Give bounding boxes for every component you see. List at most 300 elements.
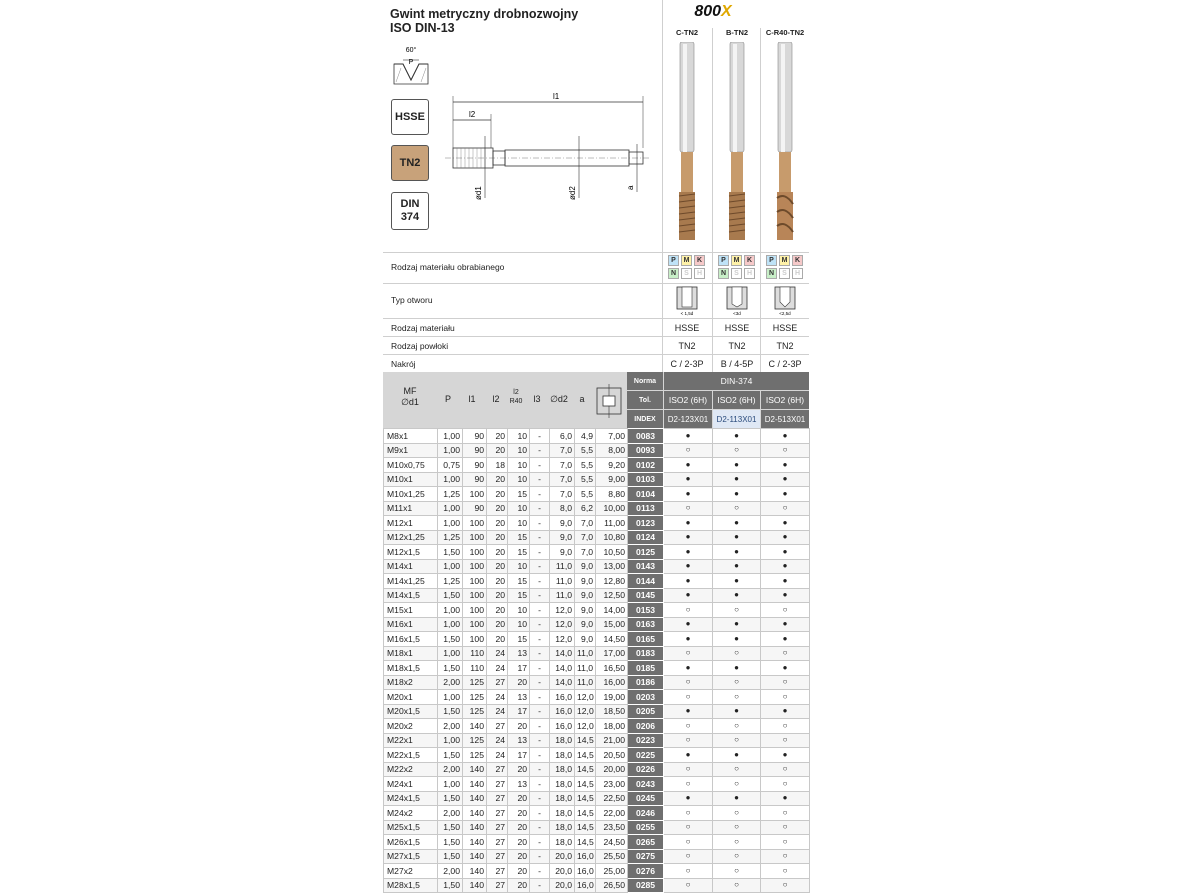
cell-d2: 11,0 bbox=[550, 574, 575, 589]
cell-square: 21,00 bbox=[596, 733, 628, 748]
cell-p: 1,00 bbox=[438, 472, 463, 487]
table-row bbox=[384, 806, 810, 821]
cell-p: 2,00 bbox=[438, 675, 463, 690]
cell-square: 7,00 bbox=[596, 429, 628, 444]
cell-tool-1: ○ bbox=[664, 777, 713, 792]
page-title bbox=[390, 7, 578, 35]
cell-p: 2,00 bbox=[438, 806, 463, 821]
cell-l3: - bbox=[530, 806, 550, 821]
cell-square: 24,50 bbox=[596, 835, 628, 850]
cell-l3: - bbox=[530, 864, 550, 879]
cell-tool-2: ● bbox=[713, 704, 761, 719]
cell-l2: 24 bbox=[487, 661, 508, 676]
cell-l3: - bbox=[530, 501, 550, 516]
cell-l2: 20 bbox=[487, 559, 508, 574]
cell-l3-r40: 10 bbox=[508, 603, 530, 618]
cell-mf: M9x1 bbox=[384, 443, 438, 458]
cell-square: 18,50 bbox=[596, 704, 628, 719]
cell-tool-2: ● bbox=[713, 472, 761, 487]
cell-l3: - bbox=[530, 675, 550, 690]
cell-index: 0165 bbox=[628, 632, 664, 647]
cell-square: 22,00 bbox=[596, 806, 628, 821]
tool-2-material: HSSE bbox=[724, 323, 750, 333]
cell-index: 0103 bbox=[628, 472, 664, 487]
tool-1-chamfer: C / 2-3P bbox=[670, 359, 704, 369]
cell-d2: 18,0 bbox=[550, 733, 575, 748]
standard-badge: DIN 374 bbox=[391, 192, 429, 230]
cell-l3: - bbox=[530, 588, 550, 603]
cell-l3: - bbox=[530, 878, 550, 893]
cell-l3-r40: 15 bbox=[508, 588, 530, 603]
cell-tool-3: ○ bbox=[761, 820, 810, 835]
cell-p: 1,00 bbox=[438, 603, 463, 618]
hole-type-icon-1 bbox=[676, 286, 698, 316]
cell-tool-2: ● bbox=[713, 487, 761, 502]
cell-d2: 18,0 bbox=[550, 777, 575, 792]
cell-mf: M18x1,5 bbox=[384, 661, 438, 676]
cell-tool-2: ● bbox=[713, 588, 761, 603]
cell-a: 9,0 bbox=[575, 617, 596, 632]
cell-p: 1,50 bbox=[438, 632, 463, 647]
cell-tool-1: ● bbox=[664, 588, 713, 603]
cell-square: 18,00 bbox=[596, 719, 628, 734]
tool-code-1: C-TN2 bbox=[675, 28, 699, 37]
cell-l1: 140 bbox=[463, 849, 487, 864]
cell-index: 0185 bbox=[628, 661, 664, 676]
cell-tool-1: ○ bbox=[664, 675, 713, 690]
cell-tool-3: ○ bbox=[761, 443, 810, 458]
cell-a: 14,5 bbox=[575, 748, 596, 763]
cell-a: 14,5 bbox=[575, 820, 596, 835]
header-norma: Norma bbox=[627, 372, 663, 390]
cell-l3-r40: 10 bbox=[508, 429, 530, 444]
cell-tool-1: ● bbox=[664, 516, 713, 531]
cell-a: 4,9 bbox=[575, 429, 596, 444]
cell-a: 5,5 bbox=[575, 487, 596, 502]
cell-l1: 100 bbox=[463, 588, 487, 603]
header-mf: MF ∅d1 bbox=[401, 386, 419, 407]
cell-l2: 27 bbox=[487, 719, 508, 734]
cell-tool-1: ○ bbox=[664, 820, 713, 835]
table-row bbox=[384, 777, 810, 792]
cell-l1: 110 bbox=[463, 661, 487, 676]
cell-square: 13,00 bbox=[596, 559, 628, 574]
cell-square: 12,80 bbox=[596, 574, 628, 589]
cell-square: 25,50 bbox=[596, 849, 628, 864]
cell-tool-3: ● bbox=[761, 545, 810, 560]
cell-l3-r40: 20 bbox=[508, 820, 530, 835]
cell-tool-2: ○ bbox=[713, 443, 761, 458]
cell-index: 0255 bbox=[628, 820, 664, 835]
cell-l3-r40: 10 bbox=[508, 501, 530, 516]
cell-square: 25,00 bbox=[596, 864, 628, 879]
cell-l2: 18 bbox=[487, 458, 508, 473]
cell-l2: 20 bbox=[487, 501, 508, 516]
cell-tool-2: ○ bbox=[713, 603, 761, 618]
cell-tool-3: ● bbox=[761, 588, 810, 603]
cell-l1: 140 bbox=[463, 719, 487, 734]
cell-l3: - bbox=[530, 820, 550, 835]
svg-text:<3d: <3d bbox=[733, 311, 741, 316]
cell-a: 11,0 bbox=[575, 661, 596, 676]
cell-mf: M14x1,5 bbox=[384, 588, 438, 603]
cell-l1: 125 bbox=[463, 675, 487, 690]
cell-l1: 140 bbox=[463, 820, 487, 835]
cell-tool-1: ● bbox=[664, 530, 713, 545]
cell-p: 1,50 bbox=[438, 661, 463, 676]
cell-index: 0113 bbox=[628, 501, 664, 516]
cell-d2: 14,0 bbox=[550, 661, 575, 676]
cell-d2: 20,0 bbox=[550, 864, 575, 879]
cell-l2: 24 bbox=[487, 646, 508, 661]
cell-tool-1: ● bbox=[664, 617, 713, 632]
header-index: INDEX bbox=[627, 410, 663, 428]
cell-tool-3: ○ bbox=[761, 733, 810, 748]
cell-d2: 12,0 bbox=[550, 617, 575, 632]
cell-a: 5,5 bbox=[575, 443, 596, 458]
cell-tool-2: ○ bbox=[713, 719, 761, 734]
cell-l1: 140 bbox=[463, 791, 487, 806]
cell-tool-1: ● bbox=[664, 661, 713, 676]
cell-tool-3: ○ bbox=[761, 762, 810, 777]
cell-l3-r40: 20 bbox=[508, 849, 530, 864]
cell-tool-3: ● bbox=[761, 429, 810, 444]
cell-a: 7,0 bbox=[575, 545, 596, 560]
cell-index: 0243 bbox=[628, 777, 664, 792]
cell-tool-2: ● bbox=[713, 458, 761, 473]
cell-d2: 16,0 bbox=[550, 704, 575, 719]
cell-p: 1,00 bbox=[438, 777, 463, 792]
cell-l2: 24 bbox=[487, 704, 508, 719]
cell-tool-1: ● bbox=[664, 458, 713, 473]
cell-index: 0226 bbox=[628, 762, 664, 777]
cell-mf: M16x1,5 bbox=[384, 632, 438, 647]
cell-l3-r40: 13 bbox=[508, 733, 530, 748]
tool-2-coating: TN2 bbox=[728, 341, 746, 351]
cell-l3-r40: 13 bbox=[508, 646, 530, 661]
cell-tool-3: ● bbox=[761, 559, 810, 574]
cell-index: 0144 bbox=[628, 574, 664, 589]
cell-p: 1,00 bbox=[438, 443, 463, 458]
cell-a: 6,2 bbox=[575, 501, 596, 516]
cell-l3-r40: 10 bbox=[508, 559, 530, 574]
cell-tool-2: ● bbox=[713, 661, 761, 676]
cell-index: 0186 bbox=[628, 675, 664, 690]
cell-l1: 100 bbox=[463, 487, 487, 502]
cell-tool-3: ● bbox=[761, 458, 810, 473]
cell-tool-1: ● bbox=[664, 545, 713, 560]
tool-2-chamfer: B / 4-5P bbox=[720, 359, 754, 369]
cell-tool-1: ● bbox=[664, 704, 713, 719]
cell-l3-r40: 13 bbox=[508, 777, 530, 792]
cell-tool-3: ○ bbox=[761, 603, 810, 618]
cell-d2: 8,0 bbox=[550, 501, 575, 516]
cell-tool-1: ○ bbox=[664, 762, 713, 777]
cell-square: 10,50 bbox=[596, 545, 628, 560]
material-badge: HSSE bbox=[391, 99, 429, 135]
cell-tool-1: ○ bbox=[664, 690, 713, 705]
cell-d2: 9,0 bbox=[550, 530, 575, 545]
label-coating: Rodzaj powłoki bbox=[391, 341, 449, 351]
cell-l3: - bbox=[530, 443, 550, 458]
cell-l3-r40: 20 bbox=[508, 806, 530, 821]
cell-l1: 100 bbox=[463, 559, 487, 574]
cell-a: 12,0 bbox=[575, 690, 596, 705]
cell-tool-1: ○ bbox=[664, 806, 713, 821]
cell-p: 1,50 bbox=[438, 791, 463, 806]
cell-index: 0183 bbox=[628, 646, 664, 661]
cell-a: 16,0 bbox=[575, 864, 596, 879]
cell-tool-3: ○ bbox=[761, 719, 810, 734]
cell-tool-2: ○ bbox=[713, 675, 761, 690]
cell-mf: M12x1,5 bbox=[384, 545, 438, 560]
cell-mf: M10x0,75 bbox=[384, 458, 438, 473]
cell-l3: - bbox=[530, 646, 550, 661]
cell-l3: - bbox=[530, 690, 550, 705]
cell-index: 0093 bbox=[628, 443, 664, 458]
cell-square: 9,00 bbox=[596, 472, 628, 487]
cell-l2: 24 bbox=[487, 733, 508, 748]
cell-mf: M10x1,25 bbox=[384, 487, 438, 502]
cell-l2: 20 bbox=[487, 516, 508, 531]
cell-square: 8,00 bbox=[596, 443, 628, 458]
cell-tool-3: ○ bbox=[761, 646, 810, 661]
cell-d2: 18,0 bbox=[550, 791, 575, 806]
cell-d2: 11,0 bbox=[550, 588, 575, 603]
header-index-1: D2-123X01 bbox=[664, 410, 712, 428]
cell-l2: 20 bbox=[487, 530, 508, 545]
cell-tool-2: ○ bbox=[713, 777, 761, 792]
cell-tool-1: ● bbox=[664, 429, 713, 444]
cell-l3: - bbox=[530, 661, 550, 676]
cell-square: 17,00 bbox=[596, 646, 628, 661]
cell-tool-3: ● bbox=[761, 487, 810, 502]
tool-3-material: HSSE bbox=[772, 323, 798, 333]
cell-tool-3: ● bbox=[761, 704, 810, 719]
cell-tool-3: ● bbox=[761, 791, 810, 806]
cell-d2: 14,0 bbox=[550, 646, 575, 661]
cell-index: 0206 bbox=[628, 719, 664, 734]
cell-tool-2: ● bbox=[713, 559, 761, 574]
table-row bbox=[384, 516, 810, 531]
cell-index: 0153 bbox=[628, 603, 664, 618]
cell-a: 7,0 bbox=[575, 530, 596, 545]
cell-a: 14,5 bbox=[575, 733, 596, 748]
cell-square: 20,00 bbox=[596, 762, 628, 777]
cell-l3: - bbox=[530, 719, 550, 734]
tap-image-3 bbox=[773, 42, 797, 250]
cell-l2: 20 bbox=[487, 632, 508, 647]
cell-tool-3: ● bbox=[761, 574, 810, 589]
cell-tool-2: ○ bbox=[713, 733, 761, 748]
cell-tool-2: ● bbox=[713, 791, 761, 806]
cell-mf: M20x1 bbox=[384, 690, 438, 705]
cell-mf: M11x1 bbox=[384, 501, 438, 516]
cell-tool-2: ○ bbox=[713, 806, 761, 821]
cell-l3: - bbox=[530, 559, 550, 574]
cell-tool-2: ● bbox=[713, 632, 761, 647]
cell-p: 1,25 bbox=[438, 574, 463, 589]
cell-square: 23,00 bbox=[596, 777, 628, 792]
cell-index: 0223 bbox=[628, 733, 664, 748]
cell-tool-2: ○ bbox=[713, 646, 761, 661]
cell-index: 0275 bbox=[628, 849, 664, 864]
cell-index: 0203 bbox=[628, 690, 664, 705]
cell-l3: - bbox=[530, 704, 550, 719]
table-row bbox=[384, 849, 810, 864]
cell-tool-3: ○ bbox=[761, 675, 810, 690]
cell-a: 14,5 bbox=[575, 806, 596, 821]
cell-tool-3: ● bbox=[761, 617, 810, 632]
header-p: P bbox=[444, 394, 451, 404]
cell-l3-r40: 20 bbox=[508, 791, 530, 806]
cell-p: 1,00 bbox=[438, 690, 463, 705]
cell-l3-r40: 13 bbox=[508, 690, 530, 705]
header-d2: ∅d2 bbox=[550, 394, 568, 404]
cell-l3: - bbox=[530, 487, 550, 502]
table-row bbox=[384, 719, 810, 734]
table-row bbox=[384, 501, 810, 516]
cell-tool-3: ● bbox=[761, 748, 810, 763]
cell-p: 1,25 bbox=[438, 530, 463, 545]
hole-type-icon-2 bbox=[726, 286, 748, 316]
cell-l1: 125 bbox=[463, 704, 487, 719]
cell-index: 0246 bbox=[628, 806, 664, 821]
cell-tool-2: ○ bbox=[713, 878, 761, 893]
cell-l2: 20 bbox=[487, 574, 508, 589]
cell-l2: 27 bbox=[487, 777, 508, 792]
table-row bbox=[384, 704, 810, 719]
cell-tool-2: ○ bbox=[713, 690, 761, 705]
cell-d2: 7,0 bbox=[550, 487, 575, 502]
cell-a: 9,0 bbox=[575, 632, 596, 647]
cell-tool-3: ● bbox=[761, 632, 810, 647]
cell-p: 1,00 bbox=[438, 646, 463, 661]
cell-tool-1: ○ bbox=[664, 878, 713, 893]
cell-square: 22,50 bbox=[596, 791, 628, 806]
svg-text:60°: 60° bbox=[405, 47, 417, 54]
cell-l1: 100 bbox=[463, 574, 487, 589]
cell-l1: 140 bbox=[463, 762, 487, 777]
svg-text:l1: l1 bbox=[553, 92, 560, 101]
cell-a: 7,0 bbox=[575, 516, 596, 531]
table-row bbox=[384, 791, 810, 806]
cell-square: 8,80 bbox=[596, 487, 628, 502]
cell-l3-r40: 10 bbox=[508, 516, 530, 531]
cell-mf: M12x1 bbox=[384, 516, 438, 531]
cell-tool-3: ○ bbox=[761, 835, 810, 850]
cell-tool-3: ○ bbox=[761, 878, 810, 893]
table-row bbox=[384, 646, 810, 661]
cell-p: 1,50 bbox=[438, 835, 463, 850]
tool-3-coating: TN2 bbox=[776, 341, 794, 351]
cell-a: 11,0 bbox=[575, 675, 596, 690]
cell-tool-2: ○ bbox=[713, 849, 761, 864]
header-index-3: D2-513X01 bbox=[761, 410, 809, 428]
cell-d2: 6,0 bbox=[550, 429, 575, 444]
svg-text:< 1,5d: < 1,5d bbox=[680, 311, 694, 316]
cell-l3-r40: 15 bbox=[508, 632, 530, 647]
cell-a: 5,5 bbox=[575, 458, 596, 473]
cell-l1: 140 bbox=[463, 878, 487, 893]
cell-l1: 90 bbox=[463, 458, 487, 473]
cell-mf: M15x1 bbox=[384, 603, 438, 618]
cell-index: 0145 bbox=[628, 588, 664, 603]
cell-mf: M14x1,25 bbox=[384, 574, 438, 589]
table-row bbox=[384, 458, 810, 473]
tap-image-1 bbox=[675, 42, 699, 250]
header-l1: l1 bbox=[468, 394, 476, 404]
square-drive-icon bbox=[595, 384, 623, 418]
cell-d2: 18,0 bbox=[550, 806, 575, 821]
cell-p: 1,50 bbox=[438, 545, 463, 560]
cell-l1: 100 bbox=[463, 617, 487, 632]
cell-tool-1: ○ bbox=[664, 443, 713, 458]
cell-a: 5,5 bbox=[575, 472, 596, 487]
cell-tool-1: ○ bbox=[664, 719, 713, 734]
cell-l1: 140 bbox=[463, 806, 487, 821]
cell-p: 2,00 bbox=[438, 762, 463, 777]
cell-mf: M14x1 bbox=[384, 559, 438, 574]
label-chamfer: Nakrój bbox=[391, 359, 416, 369]
table-row bbox=[384, 530, 810, 545]
svg-text:a: a bbox=[626, 185, 635, 190]
cell-square: 23,50 bbox=[596, 820, 628, 835]
cell-mf: M10x1 bbox=[384, 472, 438, 487]
cell-mf: M12x1,25 bbox=[384, 530, 438, 545]
cell-mf: M24x1 bbox=[384, 777, 438, 792]
cell-index: 0143 bbox=[628, 559, 664, 574]
cell-l3: - bbox=[530, 733, 550, 748]
cell-tool-3: ○ bbox=[761, 806, 810, 821]
cell-l2: 27 bbox=[487, 835, 508, 850]
cell-l3-r40: 20 bbox=[508, 864, 530, 879]
cell-d2: 18,0 bbox=[550, 762, 575, 777]
cell-l3: - bbox=[530, 849, 550, 864]
cell-tool-2: ○ bbox=[713, 762, 761, 777]
header-index-2[interactable]: D2-113X01 bbox=[713, 410, 760, 428]
cell-l3-r40: 10 bbox=[508, 443, 530, 458]
header-l3: l3 bbox=[533, 394, 541, 404]
cell-l3-r40: 20 bbox=[508, 878, 530, 893]
cell-p: 2,00 bbox=[438, 719, 463, 734]
material-group-grid-1: P M K N S H bbox=[668, 255, 705, 279]
cell-l3: - bbox=[530, 632, 550, 647]
cell-l1: 100 bbox=[463, 545, 487, 560]
thread-size-table bbox=[383, 428, 810, 893]
cell-p: 1,00 bbox=[438, 429, 463, 444]
cell-index: 0083 bbox=[628, 429, 664, 444]
cell-tool-1: ○ bbox=[664, 849, 713, 864]
label-material: Rodzaj materiału bbox=[391, 323, 455, 333]
cell-a: 14,5 bbox=[575, 762, 596, 777]
table-row bbox=[384, 617, 810, 632]
cell-d2: 20,0 bbox=[550, 849, 575, 864]
label-hole-type: Typ otworu bbox=[391, 295, 433, 305]
cell-l3-r40: 20 bbox=[508, 719, 530, 734]
cell-l1: 140 bbox=[463, 777, 487, 792]
cell-a: 9,0 bbox=[575, 588, 596, 603]
cell-tool-2: ● bbox=[713, 530, 761, 545]
cell-tool-2: ● bbox=[713, 545, 761, 560]
cell-l2: 24 bbox=[487, 690, 508, 705]
cell-mf: M18x2 bbox=[384, 675, 438, 690]
cell-l2: 20 bbox=[487, 429, 508, 444]
table-row bbox=[384, 588, 810, 603]
cell-mf: M28x1,5 bbox=[384, 878, 438, 893]
cell-l3: - bbox=[530, 545, 550, 560]
cell-l3-r40: 20 bbox=[508, 762, 530, 777]
